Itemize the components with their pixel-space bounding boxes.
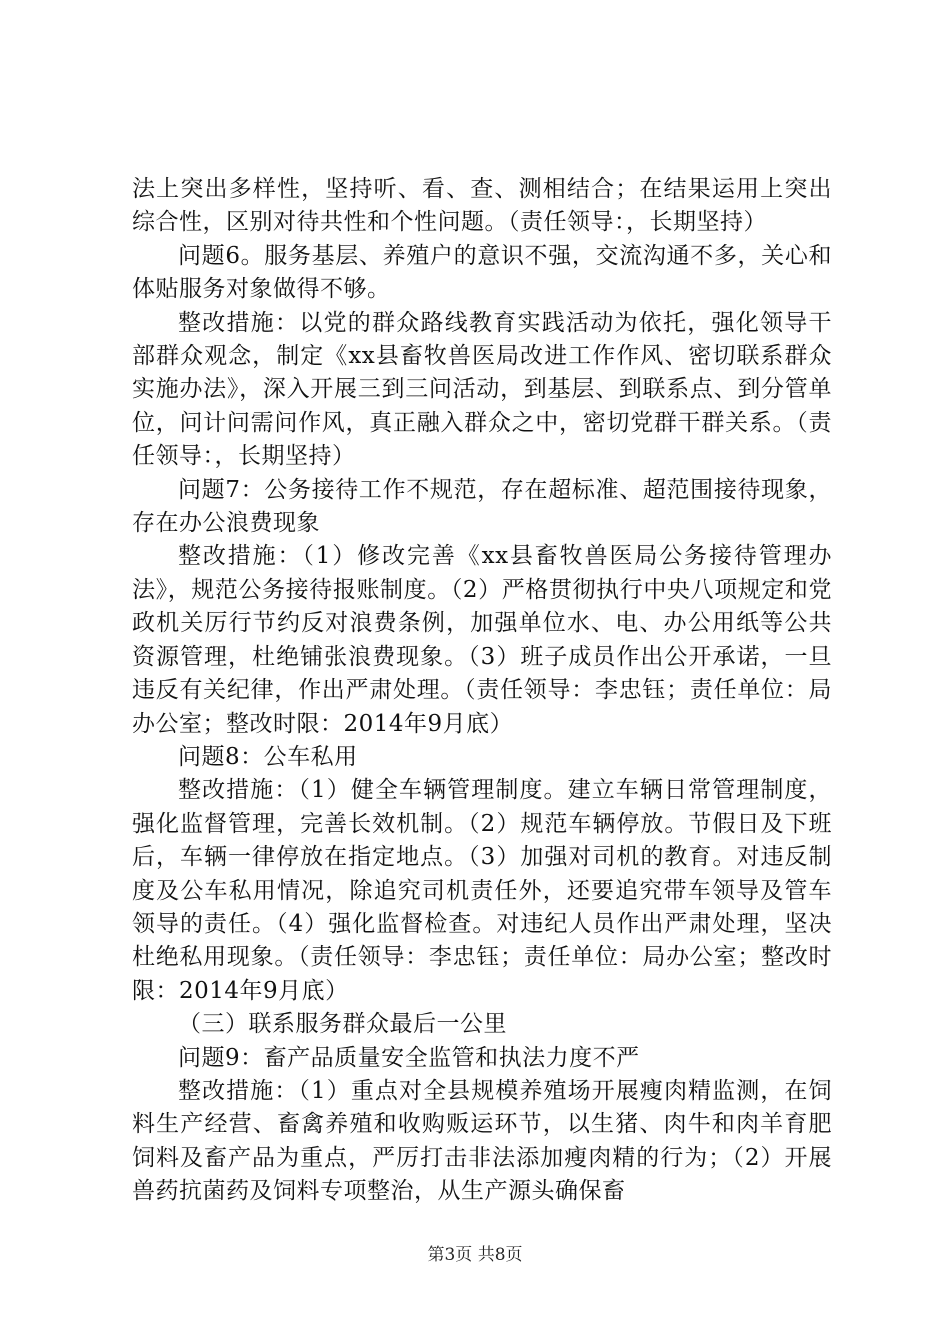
- paragraph-measure-9: 整改措施：（1）重点对全县规模养殖场开展瘦肉精监测，在饲料生产经营、畜禽养殖和收购贩运环节，以生猪、肉牛和肉羊育肥饲料及畜产品为重点，严厉打击非法添加瘦肉精的行为；（2）开展兽药抗菌药及饲料专项整治，从生产源头确保畜: [132, 1077, 832, 1205]
- paragraph-issue-6: 问题6。服务基层、养殖户的意识不强，交流沟通不多，关心和体贴服务对象做得不够。: [132, 242, 832, 303]
- section-heading-3: （三）联系服务群众最后一公里: [178, 1011, 507, 1038]
- paragraph-measure-8: 整改措施：（1）健全车辆管理制度。建立车辆日常管理制度，强化监督管理，完善长效机制。（2）规范车辆停放。节假日及下班后，车辆一律停放在指定地点。（3）加强对司机的教育。对违反制度及公车私用情况，除追究司机责任外，还要追究带车领导及管车领导的责任。（4）强化监督检查。对违纪人员作出严肃处理，坚决杜绝私用现象。（责任领导：李忠钰；责任单位：局办公室；整改时限：2014年9月底）: [132, 777, 832, 1004]
- paragraph-measure-7: 整改措施：（1）修改完善《xx县畜牧兽医局公务接待管理办法》，规范公务接待报账制度。（2）严格贯彻执行中央八项规定和党政机关厉行节约反对浪费条例，加强单位水、电、办公用纸等公共资源管理，杜绝铺张浪费现象。（3）班子成员作出公开承诺，一旦违反有关纪律，作出严肃处理。（责任领导：李忠钰；责任单位：局办公室；整改时限：2014年9月底）: [132, 543, 832, 737]
- paragraph-issue-9: 问题9：畜产品质量安全监管和执法力度不严: [178, 1044, 640, 1071]
- paragraph-issue-8: 问题8：公车私用: [178, 743, 358, 770]
- page-number-footer: 第3页 共8页: [427, 1245, 523, 1265]
- document-body: [132, 173, 832, 1209]
- paragraph-issue-7: 问题7：公务接待工作不规范，存在超标准、超范围接待现象，存在办公浪费现象: [132, 476, 832, 537]
- paragraph-continuation: 法上突出多样性，坚持听、看、查、测相结合；在结果运用上突出综合性，区别对待共性和个性问题。（责任领导：，长期坚持）: [132, 176, 832, 236]
- paragraph-measure-6: 整改措施：以党的群众路线教育实践活动为依托，强化领导干部群众观念，制定《xx县畜牧兽医局改进工作作风、密切联系群众实施办法》，深入开展三到三问活动，到基层、到联系点、到分管单位，问计问需问作风，真正融入群众之中，密切党群干群关系。（责任领导：，长期坚持）: [132, 309, 832, 470]
